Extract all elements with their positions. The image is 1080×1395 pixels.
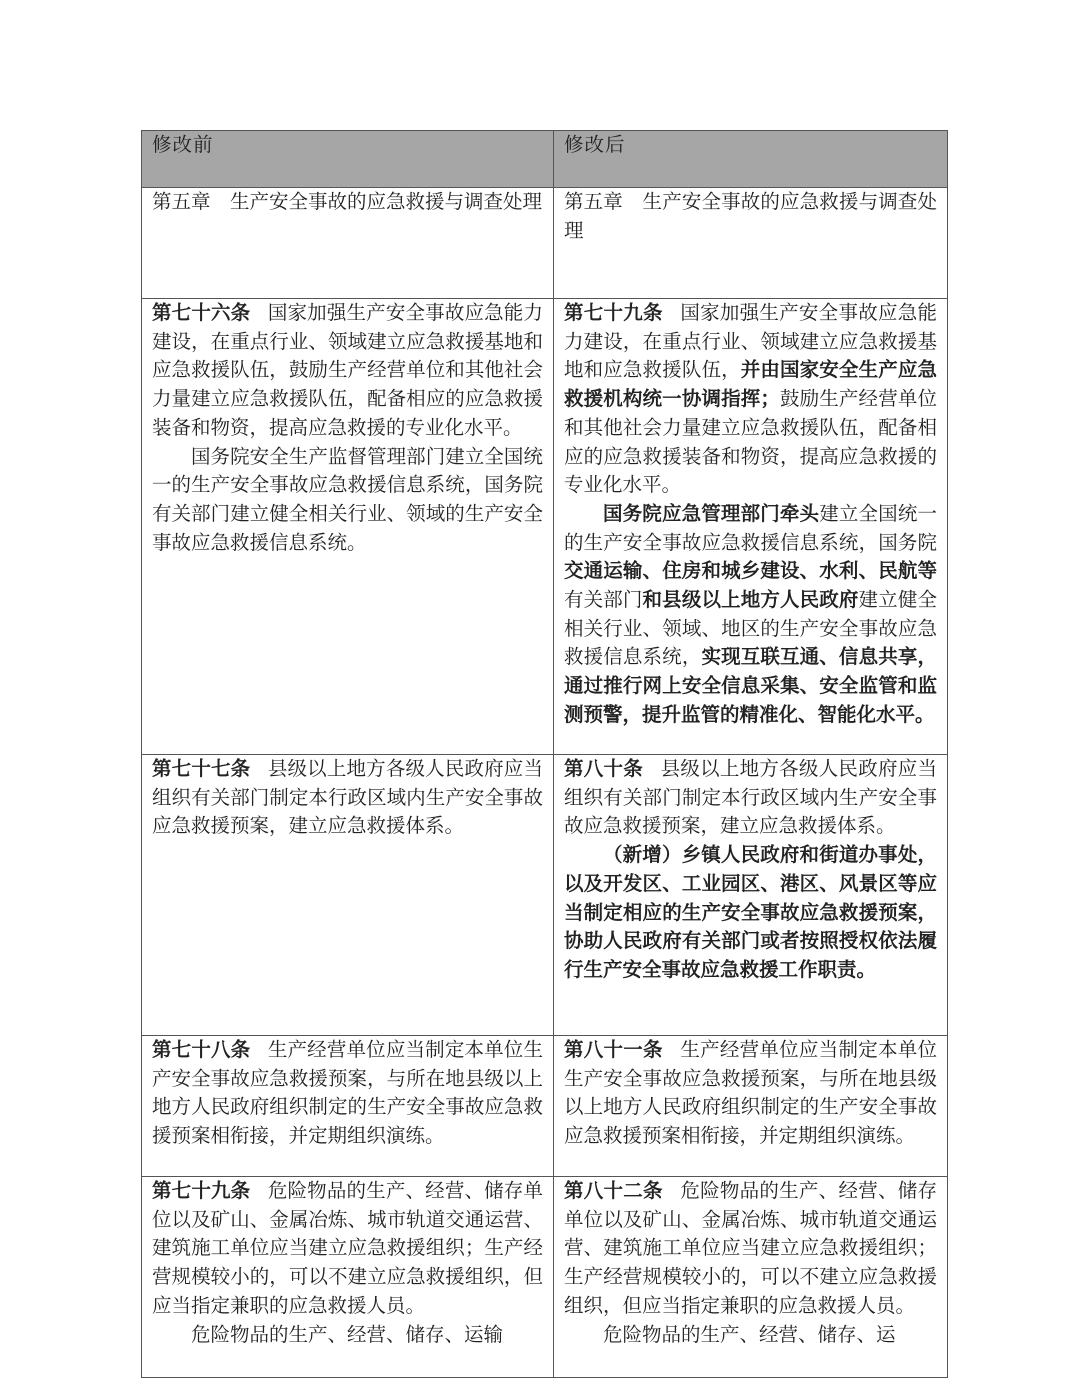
article-before [142, 755, 554, 1036]
article-number: 第七十八条 [152, 1038, 251, 1061]
article-paragraph: 危险物品的生产、经营、储存、运输 [191, 1322, 504, 1346]
article-before [142, 1177, 554, 1378]
amended-paragraph: （新增）乡镇人民政府和街道办事处，以及开发区、工业园区、港区、风景区等应当制定相应的生产安全事故应急救援预案，协助人民政府有关部门或者按照授权依法履行生产安全事故应急救援工作职责。 [564, 843, 937, 981]
article-number: 第八十二条 [564, 1179, 663, 1202]
amended-text: 并由国家安全生产应急救援机构统一协调指挥； [564, 358, 937, 411]
article-after [554, 755, 948, 1036]
article-after [554, 1036, 948, 1177]
article-paragraph: 危险物品的生产、经营、储存、运 [603, 1322, 896, 1346]
article-paragraph [564, 1036, 937, 1151]
header-row [142, 131, 948, 188]
comparison-table [141, 130, 948, 1378]
chapter-before: 第五章 生产安全事故的应急救援与调查处理 [142, 188, 554, 299]
table-row [142, 1036, 948, 1177]
header-after: 修改后 [554, 131, 948, 188]
article-text: 国家加强生产安全事故应急能力建设，在重点行业、领域建立应急救援基地和应急救援队伍，鼓励生产经营单位和其他社会力量建立应急救援队伍，配备相应的应急救援装备和物资，提高应急救援的专业化水平。 [152, 301, 543, 439]
article-text: 县级以上地方各级人民政府应当组织有关部门制定本行政区域内生产安全事故应急救援预案，建立应急救援体系。 [564, 757, 937, 838]
article-text: 国家加强生产安全事故应急能力建设，在重点行业、领域建立应急救援基地和应急救援队伍， [564, 301, 937, 382]
table-row [142, 299, 948, 755]
table-row [142, 1177, 948, 1378]
amended-text: 国务院应急管理部门牵头 [603, 501, 820, 525]
article-paragraph [152, 1177, 543, 1321]
article-number: 第七十九条 [152, 1179, 251, 1202]
article-text: 有关部门 [564, 588, 643, 612]
chapter-row [142, 188, 948, 299]
article-number: 第八十一条 [564, 1038, 663, 1061]
article-text: 危险物品的生产、经营、储存单位以及矿山、金属冶炼、城市轨道交通运营、建筑施工单位应当建立应急救援组织；生产经营规模较小的，可以不建立应急救援组织，但应当指定兼职的应急救援人员。 [152, 1179, 543, 1317]
article-paragraph [564, 755, 937, 841]
article-paragraph [564, 500, 937, 730]
article-text: 生产经营单位应当制定本单位生产安全事故应急救援预案，与所在地县级以上地方人民政府组织制定的生产安全事故应急救援预案相衔接，并定期组织演练。 [564, 1038, 937, 1148]
article-number: 第七十七条 [152, 757, 251, 780]
article-text: 建立健全相关行业、领域、地区的生产安全事故应急救援信息系统， [564, 588, 937, 669]
article-after [554, 1177, 948, 1378]
article-paragraph: 国务院安全生产监督管理部门建立全国统一的生产安全事故应急救援信息系统，国务院有关部门建立健全相关行业、领域的生产安全事故应急救援信息系统。 [152, 444, 543, 554]
amended-text: 和县级以上地方人民政府 [642, 588, 859, 612]
table-row [142, 755, 948, 1036]
article-paragraph [152, 1036, 543, 1151]
article-paragraph [152, 755, 543, 841]
article-text: 县级以上地方各级人民政府应当组织有关部门制定本行政区域内生产安全事故应急救援预案，建立应急救援体系。 [152, 757, 543, 838]
article-after [554, 299, 948, 755]
article-number: 第七十六条 [152, 301, 251, 324]
article-text: 危险物品的生产、经营、储存单位以及矿山、金属冶炼、城市轨道交通运营、建筑施工单位应当建立应急救援组织；生产经营规模较小的，可以不建立应急救援组织，但应当指定兼职的应急救援人员。 [564, 1179, 937, 1317]
article-paragraph [564, 1177, 937, 1321]
chapter-after: 第五章 生产安全事故的应急救援与调查处理 [554, 188, 948, 299]
header-before: 修改前 [142, 131, 554, 188]
article-before [142, 1036, 554, 1177]
article-paragraph [564, 299, 937, 500]
amended-text: 交通运输、住房和城乡建设、水利、民航等 [564, 559, 937, 583]
article-before [142, 299, 554, 755]
article-text: 生产经营单位应当制定本单位生产安全事故应急救援预案，与所在地县级以上地方人民政府组织制定的生产安全事故应急救援预案相衔接，并定期组织演练。 [152, 1038, 543, 1148]
article-number: 第七十九条 [564, 301, 663, 324]
article-text: 鼓励生产经营单位和其他社会力量建立应急救援队伍，配备相应的应急救援装备和物资，提高应急救援的专业化水平。 [564, 387, 937, 497]
article-paragraph [152, 299, 543, 443]
article-number: 第八十条 [564, 757, 644, 780]
article-text: 建立全国统一的生产安全事故应急救援信息系统，国务院 [564, 501, 937, 554]
amended-text: 实现互联互通、信息共享，通过推行网上安全信息采集、安全监管和监测预警，提升监管的精准化、智能化水平。 [564, 645, 937, 726]
